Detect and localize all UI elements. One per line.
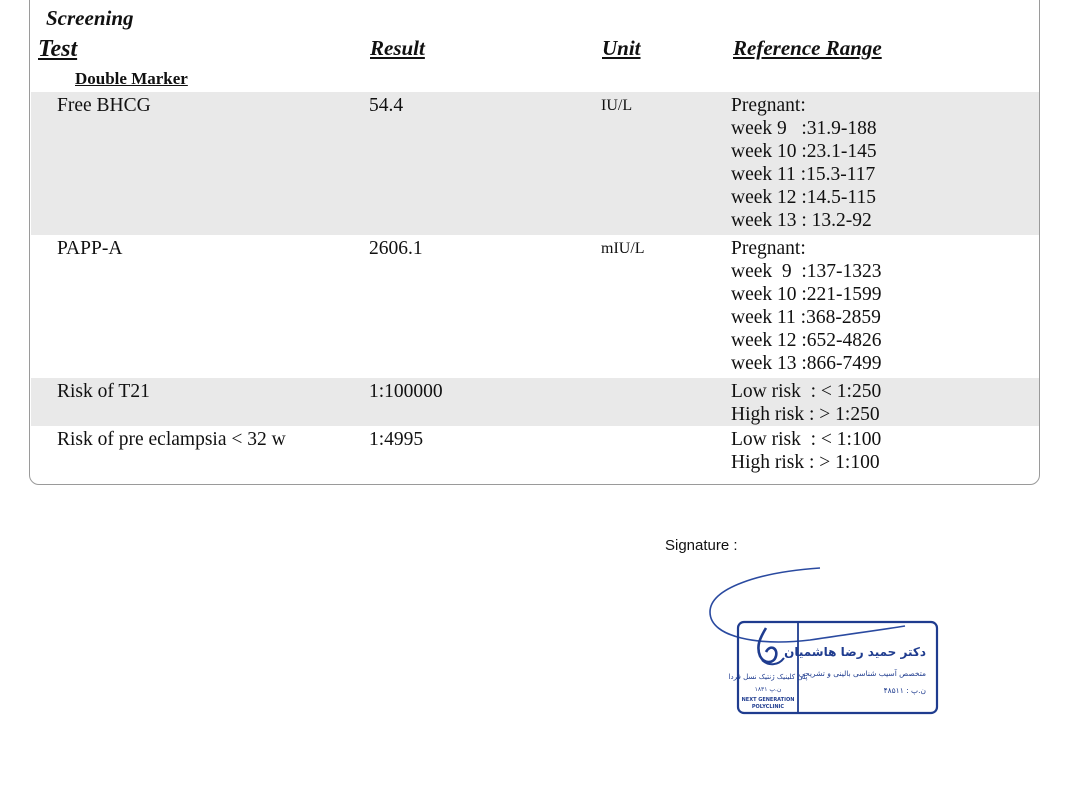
section-title: Screening — [46, 6, 134, 30]
column-header-unit: Unit — [602, 36, 641, 60]
test-result: 1:4995 — [369, 429, 424, 450]
doctor-stamp — [700, 560, 960, 730]
reference-line: Pregnant: — [731, 238, 806, 259]
clinic-code: ن.پ ۱۸۳۱ — [754, 686, 782, 693]
doctor-name: دکتر حمید رضا هاشمیان — [784, 645, 926, 659]
test-unit: IU/L — [601, 97, 633, 114]
test-unit: mIU/L — [601, 240, 645, 257]
reference-line: week 9 :31.9-188 — [731, 118, 877, 139]
stamp-graphic — [700, 560, 960, 730]
table-row — [31, 92, 1039, 235]
clinic-name-persian: پلی کلینیک ژنتیک نسل فردا — [728, 673, 808, 681]
signature-label: Signature : — [665, 537, 738, 554]
reference-line: week 13 :866-7499 — [731, 353, 882, 374]
test-name: Risk of T21 — [57, 381, 150, 402]
clinic-name-english-2: POLYCLINIC — [751, 704, 785, 710]
reference-line: High risk : > 1:100 — [731, 452, 880, 473]
test-result: 1:100000 — [369, 381, 443, 402]
table-row — [31, 378, 1039, 426]
signature-stroke — [710, 568, 905, 642]
reference-line: week 10 :221-1599 — [731, 284, 882, 305]
column-header-test: Test — [38, 36, 78, 62]
reference-line: week 9 :137-1323 — [731, 261, 882, 282]
table-row — [31, 426, 1039, 476]
test-result: 2606.1 — [369, 238, 423, 259]
doctor-specialty: متخصص آسیب شناسی بالینی و تشریحی — [798, 669, 926, 678]
clinic-logo-icon — [758, 628, 784, 664]
reference-range — [731, 428, 881, 474]
test-result: 54.4 — [369, 95, 404, 116]
test-name: PAPP-A — [57, 238, 123, 259]
reference-line: week 13 : 13.2-92 — [731, 210, 872, 231]
clinic-name-english-1: NEXT GENERATION — [741, 697, 795, 703]
reference-range — [731, 237, 882, 375]
reference-range — [731, 380, 881, 426]
reference-line: week 12 :652-4826 — [731, 330, 882, 351]
reference-line: Low risk : < 1:100 — [731, 429, 882, 450]
table-row — [31, 235, 1039, 378]
reference-range — [731, 94, 877, 232]
column-header-result: Result — [370, 36, 425, 60]
test-name: Free BHCG — [57, 95, 151, 116]
reference-line: Pregnant: — [731, 95, 806, 116]
reference-line: week 10 :23.1-145 — [731, 141, 877, 162]
doctor-registration: ن.پ : ۴۸۵۱۱ — [883, 686, 926, 695]
column-header-reference-range: Reference Range — [733, 36, 882, 60]
reference-line: Low risk : < 1:250 — [731, 381, 882, 402]
reference-line: High risk : > 1:250 — [731, 404, 880, 425]
subsection-title: Double Marker — [75, 69, 188, 88]
reference-line: week 11 :368-2859 — [731, 307, 881, 328]
reference-line: week 12 :14.5-115 — [731, 187, 876, 208]
test-name: Risk of pre eclampsia < 32 w — [57, 429, 286, 450]
reference-line: week 11 :15.3-117 — [731, 164, 876, 185]
